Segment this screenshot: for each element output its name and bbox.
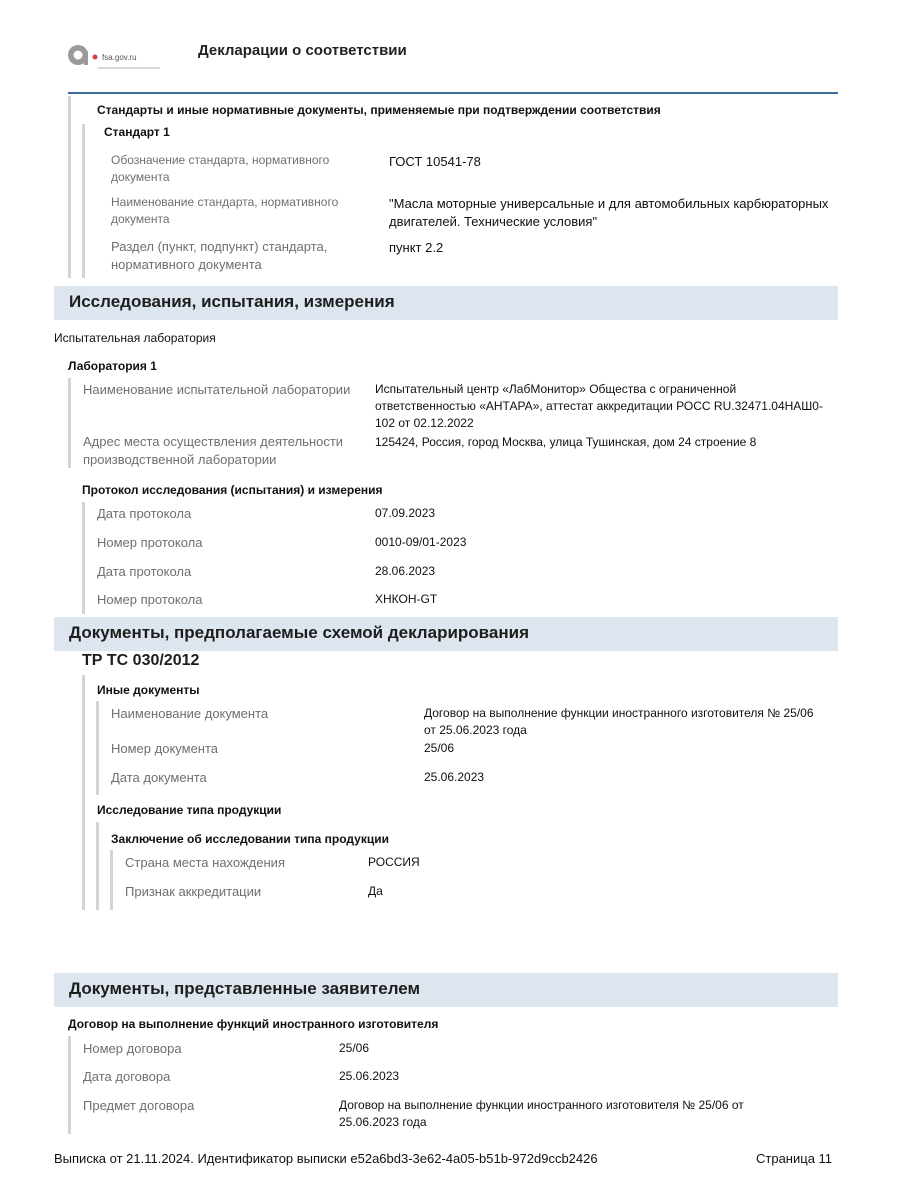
standards-heading: Стандарты и иные нормативные документы, применяемые при подтверждении соответствия: [97, 103, 661, 117]
document-date-value: 25.06.2023: [424, 770, 485, 784]
footer-extract-info: Выписка от 21.11.2024. Идентификатор выписки e52a6bd3-3e62-4a05-b51b-972d9ccb2426: [54, 1151, 598, 1166]
standard-1-title: Стандарт 1: [104, 125, 170, 139]
standard-name-label: Наименование стандарта, нормативного документа: [111, 195, 339, 226]
contract-date-label: Дата договора: [83, 1069, 171, 1084]
lab-name-value: Испытательный центр «ЛабМонитор» Общества с ограниченной ответственностью «АНТАРА», аттестат аккредитации РОСС RU.32471.04НАШ0- 102 от 02.12.2022: [375, 382, 823, 430]
protocol-label: Номер протокола: [97, 535, 203, 550]
protocol-label: Дата протокола: [97, 506, 192, 521]
type-conclusion-heading: Заключение об исследовании типа продукции: [111, 832, 389, 846]
contract-subject-label: Предмет договора: [83, 1098, 195, 1113]
section-title-applicant-docs: Документы, представленные заявителем: [69, 979, 421, 998]
standard-designation-label: Обозначение стандарта, нормативного документа: [111, 153, 330, 184]
contract-bar: [68, 1036, 71, 1134]
section-title-scheme-docs: Документы, предполагаемые схемой декларирования: [69, 623, 529, 642]
logo-text: fsa.gov.ru: [102, 53, 137, 62]
document-name-value: Договор на выполнение функции иностранного изготовителя № 25/06 от 25.06.2023 года: [424, 706, 814, 737]
protocol-label: Дата протокола: [97, 564, 192, 579]
standards-bar: [68, 96, 71, 278]
document-date-label: Дата документа: [111, 770, 207, 785]
protocol-heading: Протокол исследования (испытания) и измерения: [82, 483, 383, 497]
fsa-logo: [64, 40, 174, 76]
protocol-value: 0010-09/01-2023: [375, 535, 467, 549]
country-value: РОССИЯ: [368, 855, 420, 869]
protocol-value: 07.09.2023: [375, 506, 436, 520]
section-band-research: [54, 286, 838, 320]
contract-subject-value: Договор на выполнение функции иностранного изготовителя № 25/06 от 25.06.2023 года: [339, 1098, 744, 1129]
protocol-value: 28.06.2023: [375, 564, 436, 578]
accreditation-value: Да: [368, 884, 383, 898]
document-name-label: Наименование документа: [111, 706, 269, 721]
lab-address-label: Адрес места осуществления деятельности производственной лаборатории: [83, 434, 344, 467]
page-title: Декларации о соответствии: [198, 42, 407, 59]
section-band-scheme-docs: [54, 617, 838, 651]
document-number-value: 25/06: [424, 741, 455, 755]
contract-number-label: Номер договора: [83, 1041, 182, 1056]
header-divider: [68, 92, 838, 94]
standard-name-value: "Масла моторные универсальные и для автомобильных карбюраторных двигателей. Технические условия": [389, 196, 829, 229]
standard-1-bar: [82, 124, 85, 278]
lab-name-label: Наименование испытательной лаборатории: [83, 382, 351, 397]
tr-bar: [82, 675, 85, 910]
contract-number-value: 25/06: [339, 1041, 370, 1055]
protocol-label: Номер протокола: [97, 592, 203, 607]
standard-designation-value: ГОСТ 10541-78: [389, 154, 481, 169]
lab-heading: Испытательная лаборатория: [54, 331, 216, 345]
lab-1-bar: [68, 378, 71, 468]
footer-page-number: Страница 11: [756, 1151, 833, 1166]
lab-1-title: Лаборатория 1: [68, 359, 157, 373]
lab-address-value: 125424, Россия, город Москва, улица Тушинская, дом 24 строение 8: [375, 435, 757, 449]
country-label: Страна места нахождения: [125, 855, 285, 870]
standard-section-label: Раздел (пункт, подпункт) стандарта, нормативного документа: [111, 239, 328, 272]
accreditation-label: Признак аккредитации: [125, 884, 262, 899]
standard-section-value: пункт 2.2: [389, 240, 444, 255]
protocol-bar: [82, 502, 85, 614]
contract-date-value: 25.06.2023: [339, 1069, 400, 1083]
document-number-label: Номер документа: [111, 741, 219, 756]
other-docs-heading: Иные документы: [97, 683, 200, 697]
type-research-heading: Исследование типа продукции: [97, 803, 282, 817]
tr-title: ТР ТС 030/2012: [82, 652, 200, 669]
protocol-value: ХНКОН-GT: [375, 592, 438, 606]
type-research-bar: [96, 822, 99, 910]
section-title-research: Исследования, испытания, измерения: [69, 292, 395, 311]
type-conclusion-bar: [110, 850, 113, 910]
other-docs-bar: [96, 701, 99, 795]
section-band-applicant-docs: [54, 973, 838, 1007]
contract-heading: Договор на выполнение функций иностранного изготовителя: [68, 1017, 439, 1031]
